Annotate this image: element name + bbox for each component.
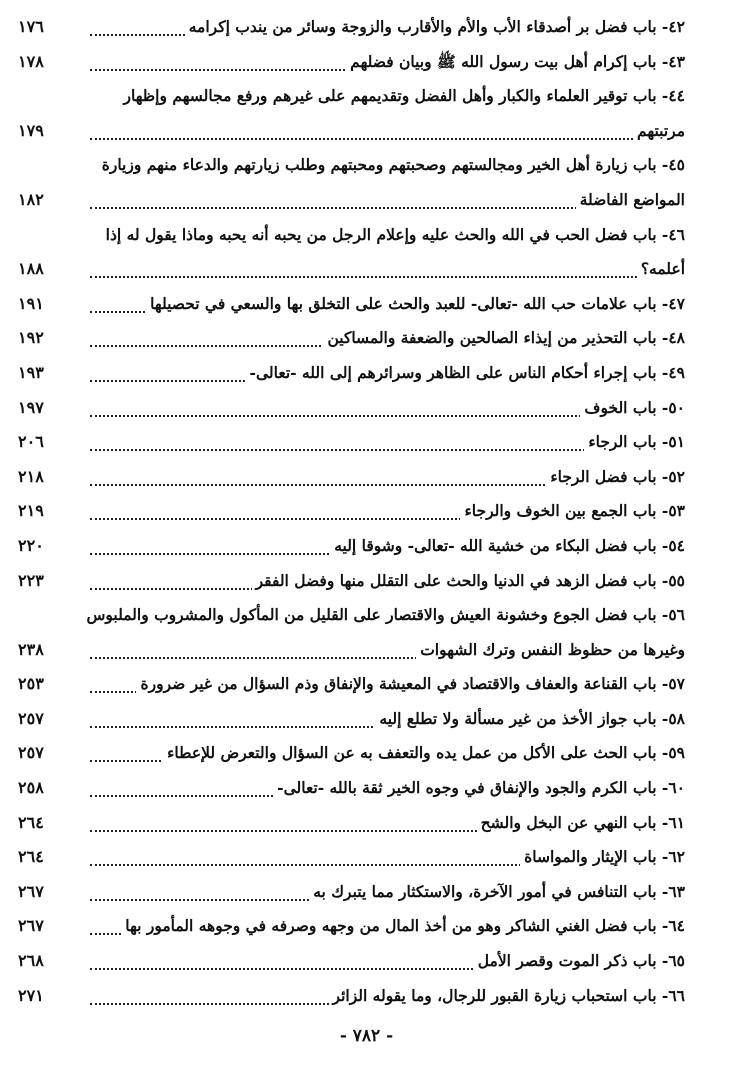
toc-entry-line xyxy=(0,116,733,151)
toc-entry-line xyxy=(0,946,733,981)
toc-entry-line xyxy=(0,12,733,47)
toc-entry-title: ٤٢- باب فضل بر أصدقاء الأب والأم والأقارب والزوجة وسائر من يندب إكرامه xyxy=(185,17,685,36)
toc-entry-title: ٥٠- باب الخوف xyxy=(580,398,685,417)
toc-entry-line xyxy=(0,911,733,946)
toc-page-number: ٢٧١ xyxy=(18,985,44,1005)
toc-entry-line xyxy=(0,220,733,255)
toc-entry xyxy=(0,877,733,912)
toc-entry xyxy=(0,704,733,739)
toc-entry-line xyxy=(0,738,733,773)
toc-entry-line xyxy=(0,600,733,635)
toc-page-number: ٢٥٧ xyxy=(18,743,44,763)
toc-page-number: ٢٦٧ xyxy=(18,916,44,936)
toc-entry-line xyxy=(0,531,733,566)
toc-entry-line xyxy=(0,47,733,82)
toc-page-number: ١٩٢ xyxy=(18,328,44,348)
toc-entry-title: ٥٤- باب فضل البكاء من خشية الله -تعالى- وشوقا إليه xyxy=(330,536,685,555)
toc-entry xyxy=(0,220,733,289)
toc-entry-line xyxy=(0,289,733,324)
toc-page-number: ٢١٩ xyxy=(18,501,44,521)
toc-entry-title: ٤٦- باب فضل الحب في الله والحث عليه وإعلام الرجل من يحبه أنه يحبه وماذا يقول له إذا xyxy=(102,225,685,244)
toc-entry-title: ٥٨- باب جواز الأخذ من غير مسألة ولا تطلع إليه xyxy=(375,709,685,728)
toc-page-number: ٢٠٦ xyxy=(18,432,44,452)
toc-entry xyxy=(0,981,733,1016)
toc-entry-line xyxy=(0,877,733,912)
toc-entry-line xyxy=(0,185,733,220)
toc-entry-title: ٤٥- باب زيارة أهل الخير ومجالستهم وصحبتهم ومحبتهم وطلب زيارتهم والدعاء منهم وزيارة xyxy=(98,155,685,174)
toc-entry-title: أعلمه؟ xyxy=(637,259,685,278)
toc-page-number: ١٨٢ xyxy=(18,189,44,209)
toc-entry xyxy=(0,911,733,946)
toc-entry-title: ٥٧- باب القناعة والعفاف والاقتصاد في المعيشة والإنفاق وذم السؤال من غير ضرورة xyxy=(136,674,685,693)
dot-leader xyxy=(90,138,673,140)
toc-entry-title: ٦٥- باب ذكر الموت وقصر الأمل xyxy=(474,951,685,970)
toc-entry-title: ٤٣- باب إكرام أهل بيت رسول الله ﷺ وبيان فضلهم xyxy=(346,52,685,75)
toc-entry-line xyxy=(0,704,733,739)
toc-entry-line xyxy=(0,808,733,843)
toc-entry xyxy=(0,323,733,358)
toc-entry-title: مرتبتهم xyxy=(633,121,685,140)
toc-page-number: ٢٢٣ xyxy=(18,570,44,590)
toc-entry xyxy=(0,600,733,669)
toc-entry-title: ٦٢- باب الإيثار والمواساة xyxy=(520,847,685,866)
toc-entry-title: ٥٢- باب فضل الرجاء xyxy=(546,467,685,486)
toc-page-number: ١٨٨ xyxy=(18,259,44,279)
toc-page-number: ١٩١ xyxy=(18,293,44,313)
toc-page-number: ٢٦٤ xyxy=(18,847,44,867)
toc-page-number: ١٧٨ xyxy=(18,51,44,71)
toc-entry-title: ٤٨- باب التحذير من إيذاء الصالحين والضعفة والمساكين xyxy=(323,328,685,347)
toc-page-number: ٢١٨ xyxy=(18,466,44,486)
toc-entry-title: وغيرها من حظوظ النفس وترك الشهوات xyxy=(416,640,685,659)
toc-entry xyxy=(0,462,733,497)
toc-entry-title: ٥٩- باب الحث على الأكل من عمل يده والتعفف به عن السؤال والتعرض للإعطاء xyxy=(163,743,685,762)
toc-entry-line xyxy=(0,81,733,116)
toc-entry xyxy=(0,738,733,773)
toc-entry xyxy=(0,289,733,324)
toc-entry xyxy=(0,531,733,566)
toc-entry xyxy=(0,773,733,808)
toc-entry-title: ٤٩- باب إجراء أحكام الناس على الظاهر وسرائرهم إلى الله -تعالى- xyxy=(246,363,685,382)
toc-page-number: ١٧٩ xyxy=(18,120,44,140)
toc-page-number: ٢٣٨ xyxy=(18,639,44,659)
dot-leader xyxy=(90,276,673,278)
toc-entry xyxy=(0,669,733,704)
toc-entry-title: ٦٠- باب الكرم والجود والإنفاق في وجوه الخير ثقة بالله -تعالى- xyxy=(273,778,685,797)
toc-entry xyxy=(0,496,733,531)
toc-entry-line xyxy=(0,358,733,393)
toc-entry-line xyxy=(0,462,733,497)
toc-entry-title: ٦٣- باب التنافس في أمور الآخرة، والاستكثار مما يتبرك به xyxy=(309,882,685,901)
page-number-footer: - ٧٨٢ - xyxy=(339,1026,394,1046)
toc-entry-title: ٥٣- باب الجمع بين الخوف والرجاء xyxy=(460,501,685,520)
toc-entry xyxy=(0,393,733,428)
toc-entry-title: ٥٥- باب فضل الزهد في الدنيا والحث على التقلل منها وفضل الفقر xyxy=(252,571,685,590)
toc-entry xyxy=(0,946,733,981)
toc-page-number: ٢٥٧ xyxy=(18,708,44,728)
toc-entry-title: ٥٦- باب فضل الجوع وخشونة العيش والاقتصار على القليل من المأكول والمشروب والملبوس xyxy=(82,605,685,624)
toc-entry-line xyxy=(0,981,733,1016)
toc-entry xyxy=(0,808,733,843)
toc-page-number: ٢٥٣ xyxy=(18,674,44,694)
toc-entry xyxy=(0,358,733,393)
toc-entry-title: المواضع الفاضلة xyxy=(576,190,685,209)
toc-entry-line xyxy=(0,669,733,704)
toc-page-number: ١٩٧ xyxy=(18,397,44,417)
toc-entry-title: ٤٧- باب علامات حب الله -تعالى- للعبد والحث على التخلق بها والسعي في تحصيلها xyxy=(146,294,685,313)
toc-entry-title: ٦٦- باب استحباب زيارة القبور للرجال، وما يقوله الزائر xyxy=(329,986,685,1005)
toc-entry-line xyxy=(0,323,733,358)
toc-entry xyxy=(0,842,733,877)
toc-entry-line xyxy=(0,150,733,185)
toc-entry xyxy=(0,427,733,462)
toc-entry-title: ٤٤- باب توقير العلماء والكبار وأهل الفضل وتقديمهم على غيرهم ورفع مجالسهم وإظهار xyxy=(119,86,685,105)
toc-entry-line xyxy=(0,773,733,808)
toc-entry xyxy=(0,150,733,219)
toc-page-number: ١٧٦ xyxy=(18,17,44,36)
toc-entry-line xyxy=(0,427,733,462)
toc-entry xyxy=(0,47,733,82)
toc-entry-line xyxy=(0,254,733,289)
toc-page-number: ٢٦٧ xyxy=(18,881,44,901)
toc-entry-line xyxy=(0,496,733,531)
toc-entry-line xyxy=(0,635,733,670)
table-of-contents xyxy=(0,12,733,1015)
toc-entry-line xyxy=(0,566,733,601)
toc-entry-title: ٦٤- باب فضل الغني الشاكر وهو من أخذ المال من وجهه وصرفه في وجوهه المأمور بها xyxy=(121,916,685,935)
toc-page-number: ٢٢٠ xyxy=(18,535,44,555)
toc-entry xyxy=(0,12,733,47)
toc-entry-title: ٦١- باب النهي عن البخل والشح xyxy=(477,813,685,832)
toc-page-number: ٢٦٤ xyxy=(18,812,44,832)
toc-entry xyxy=(0,566,733,601)
toc-page-number: ١٩٣ xyxy=(18,362,44,382)
toc-page-number: ٢٦٨ xyxy=(18,951,44,971)
toc-entry-title: ٥١- باب الرجاء xyxy=(584,432,685,451)
toc-entry-line xyxy=(0,842,733,877)
toc-entry xyxy=(0,81,733,150)
toc-entry-line xyxy=(0,393,733,428)
toc-page-number: ٢٥٨ xyxy=(18,778,44,798)
